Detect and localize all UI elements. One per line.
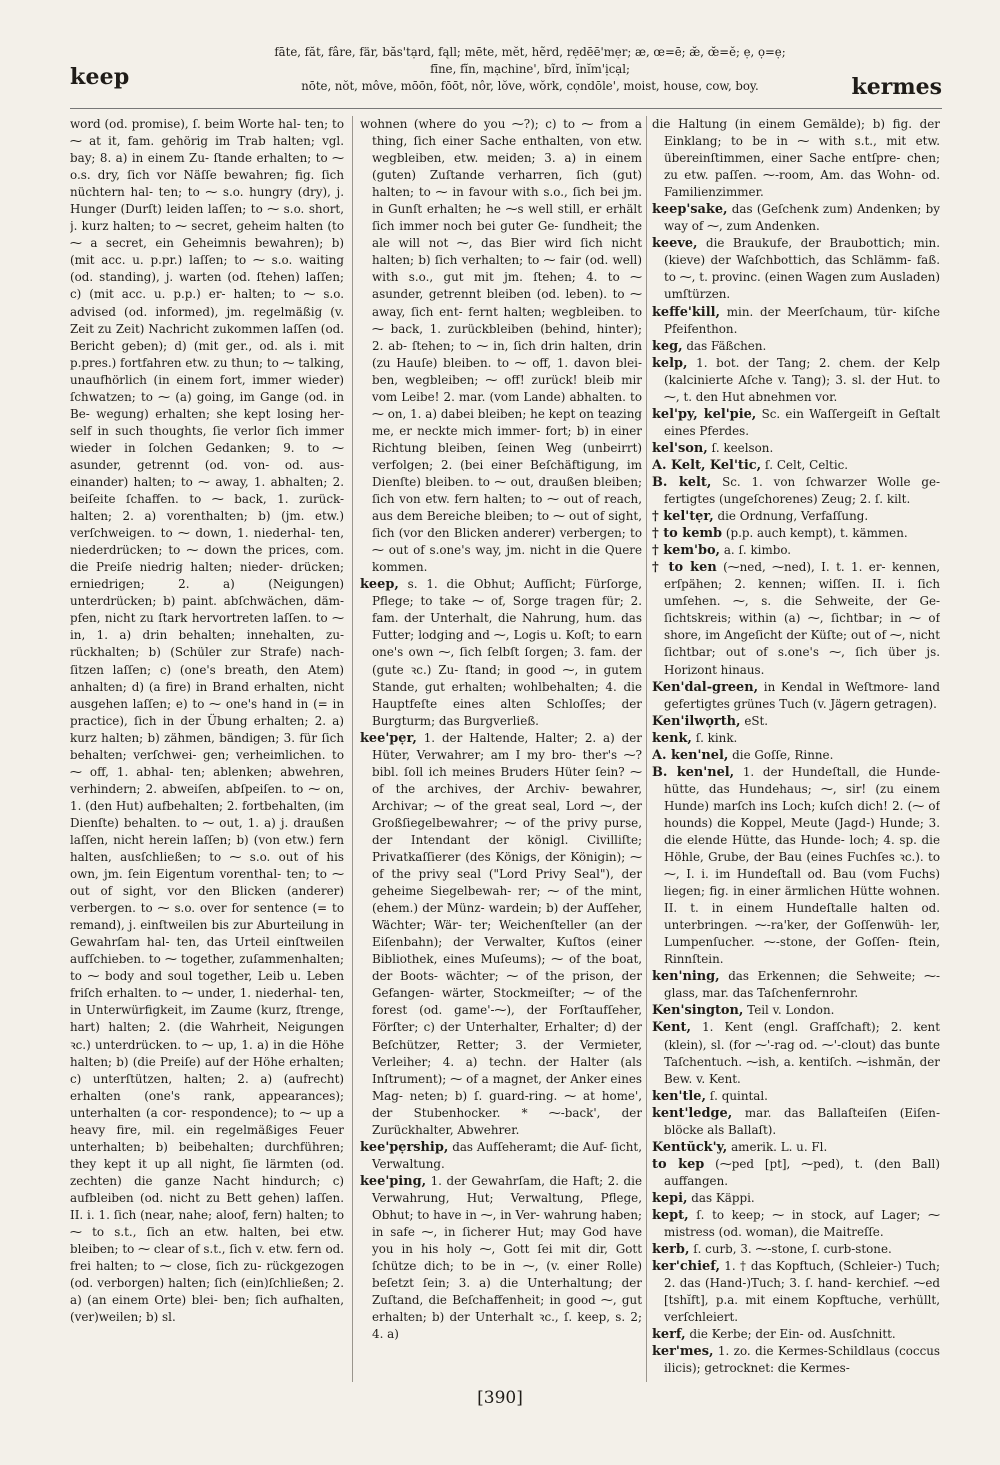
pronunciation-key-line-1: fāte, făt, fâre, fär, băs'tạrd, fąll; mēte, mĕt, hẽrd, rẹdēē'mẹr; æ, œ=ē; æ̆, œ̆=ĕ; ẹ, ọ=ẹ;: [274, 45, 786, 59]
entry-text: ſ. kink.: [691, 730, 738, 745]
entry-text: Teil v. London.: [743, 1003, 835, 1018]
entry-text: (p.p. auch kempt), t. kämmen.: [722, 526, 908, 541]
entry-kenilworth: [652, 713, 940, 730]
entry-text: wohnen (where do you ⁓?); c) to ⁓ from a thing, ſich einer Sache enthalten, von etw. wegbleiben, etw. meiden; 3. a) in einem (guten) Zuſtande verharren, ſich (gut) halten; to ⁓ in favour with s.o., ſich bei jm. in Gunſt erhalten; he ⁓s well still, er erhält ſich immer noch bei guter Ge- ſundheit; the ale will not ⁓, das Bier wird ſich nicht halten; b) ſich verhalten; to ⁓ fair (od. well) with s.o., gut mit jm. ſtehen; 4. to ⁓ asunder, getrennt bleiben (od. leben). to ⁓ away, ſich ent- fernt halten; wegbleiben. to ⁓ back, 1. zurückbleiben (behind, hinter); 2. ab- ſtehen; to ⁓ in, ſich drin halten, drin (zu Hauſe) bleiben. to ⁓ off, 1. davon blei- ben, wegbleiben; ⁓ off! zurück! bleib mir vom Leibe! 2. mar. (vom Lande) abhalten. to ⁓ on, 1. a) dabei bleiben; he kept on teazing me, er neckte mich immer- fort; b) in einer Richtung bleiben, ſeinen Weg (unbeirrt) verfolgen; 2. (bei einer Beſchäftigung, im Dienſte) bleiben. to ⁓ out, draußen bleiben; ſich von etw. fern halten; to ⁓ out of reach, aus dem Bereiche bleiben; to ⁓ out of sight, ſich (vor den Blicken anderer) verbergen; to ⁓ out of s.one's way, jm. nicht in die Quere kommen.: [360, 117, 642, 575]
page-header: [70, 44, 942, 108]
entry-headword: ken'ning,: [652, 969, 720, 985]
entry-headword: A. Kelt, Kel'tic,: [652, 457, 762, 473]
entry-text: ſ. Celt, Celtic.: [761, 457, 849, 472]
entry-headword: Ken'dal-green,: [652, 679, 759, 695]
entry-headword: † to ken: [652, 560, 717, 576]
entry-kendal-green: [652, 679, 940, 713]
entry-keeve: [652, 235, 940, 303]
entry-headword: kerb,: [652, 1242, 690, 1258]
column-3: [652, 116, 940, 1384]
column-divider: [352, 116, 353, 1382]
entry-text: s. 1. die Obhut; Aufſicht; Fürſorge, Pflege; to take ⁓ of, Sorge tragen für; 2. fam. der Unterhalt, die Nahrung, hum. das Futter; lodging and ⁓, Logis u. Koſt; to earn one's own ⁓, ſich ſelbſt ſorgen; 3. fam. der (gute ꝛc.) Zu- ſtand; in good ⁓, in gutem Stande, gut erhalten; wohlbehalten; 4. die Hauptfeſte eines alten Schloſſes; der Burgturm; das Burgverließ.: [372, 577, 642, 728]
entry-keeping: [360, 1173, 642, 1343]
entry-headword: kepi,: [652, 1190, 688, 1206]
entry-kennel-a: [652, 747, 940, 764]
entry-kent: [652, 1019, 940, 1087]
entry-kentledge: [652, 1105, 940, 1139]
guide-word-right: kermes: [851, 74, 942, 100]
entry-headword: kel'son,: [652, 440, 708, 456]
entry-kensington: [652, 1002, 940, 1019]
entry-kelson: [652, 440, 940, 457]
entry-text: 1. † das Kopftuch, (Schleier-) Tuch; 2. das (Hand-)Tuch; 3. ſ. hand- kerchief. ⁓ed [tshĭft], p.a. mit einem Kopftuche, verhüllt, verſchleiert.: [664, 1259, 940, 1325]
entry-text: das (Geſchenk zum) Andenken; by way of ⁓, zum Andenken.: [664, 202, 940, 234]
guide-word-left: keep: [70, 64, 130, 90]
entry-text: Sc. ein Waſſergeiſt in Geſtalt eines Pferdes.: [664, 406, 940, 438]
entry-text: Sc. 1. von ſchwarzer Wolle ge- fertigtes (ungeſchorenes) Zeug; 2. ſ. kilt.: [664, 474, 940, 507]
entry-headword: † to kemb: [652, 526, 723, 542]
entry-kentucky: [652, 1139, 940, 1156]
entry-headword: Kent,: [652, 1020, 691, 1036]
entry-kerf: [652, 1326, 940, 1343]
entry-text: ſ. quintal.: [706, 1088, 768, 1103]
entry-keepsake: [652, 201, 940, 235]
entry-text: die Ordnung, Verfaſſung.: [713, 509, 869, 524]
entry-text: 1. der Hundeſtall, die Hunde- hütte, das Hundehaus; ⁓, sir! (zu einem Hunde) marſch ins Loch; kuſch dich! 2. (⁓ of hounds) die Koppel, Meute (Jagd-) Hunde; 3. die elende Hütte, das Hunde- loch; 4. sp. die Höhle, Grube, der Bau (eines Fuchſes ꝛc.). to ⁓, I. i. im Hundeſtall od. Bau (vom Fuchs) liegen; fig. in einer ärmlichen Hütte wohnen. II. t. in einem Hundeſtalle halten od. unterbringen. ⁓-ra'ker, der Goſſenwüh- ler, Lumpenſucher. ⁓-stone, der Goſſen- ſtein, Rinnſtein.: [664, 764, 940, 967]
entry-headword: Ken'sington,: [652, 1003, 744, 1019]
header-rule: [70, 108, 942, 109]
entry-headword: kee'ping,: [360, 1173, 427, 1189]
entry-kentle: [652, 1088, 940, 1105]
entry-text: (⁓ned, ⁓ned), I. t. 1. er- kennen, erſpähen; 2. kennen; wiſſen. II. i. ſich umſehen. ⁓, s. die Sehweite, der Ge- ſichtskreis; within (a) ⁓, ſichtbar; in ⁓ of shore, im Angeſicht der Küſte; out of ⁓, nicht ſichtbar; out of s.one's ⁓, ſich über js. Horizont hinaus.: [664, 560, 940, 677]
entry-keg: [652, 338, 940, 355]
entry-keep-noun: [360, 576, 642, 729]
entry-kept: [652, 1207, 940, 1241]
entry-text: ſ. keelson.: [707, 440, 774, 455]
entry-text: amerik. L. u. Fl.: [727, 1139, 828, 1154]
entry-text: a. ſ. kimbo.: [720, 543, 792, 558]
entry-headword: ker'mes,: [652, 1344, 714, 1360]
entry-headword: Ken'ilwọrth,: [652, 713, 741, 729]
entry-text: das Fäßchen.: [682, 338, 767, 353]
entry-text: das Aufſeheramt; die Auf- ſicht, Verwaltung.: [372, 1139, 642, 1171]
entry-kermes: [652, 1343, 940, 1377]
entry-continuation: [652, 116, 940, 201]
entry-headword: † kem'bo,: [652, 543, 721, 559]
entry-kembo: [652, 542, 940, 559]
entry-kenning: [652, 968, 940, 1002]
page-number: [390]: [477, 1388, 523, 1408]
entry-headword: kelp,: [652, 355, 688, 371]
entry-headword: keeve,: [652, 236, 698, 252]
entry-kelp: [652, 355, 940, 406]
entry-headword: kee'pẹr,: [360, 730, 417, 746]
entry-headword: † kel'tẹr,: [652, 509, 714, 525]
entry-text: die Goſſe, Rinne.: [728, 747, 834, 762]
entry-headword: keep'sake,: [652, 202, 728, 218]
entry-text: mar. das Ballaſteiſen (Eiſen- blöcke als Ballaſt).: [664, 1105, 940, 1137]
entry-kemb: [652, 525, 940, 542]
column-divider: [646, 116, 647, 1382]
entry-text: 1. der Gewahrſam, die Haft; 2. die Verwahrung, Hut; Verwaltung, Pflege, Obhut; to have in ⁓, in Ver- wahrung haben; in safe ⁓, in ſicherer Hut; may God have you in his holy ⁓, Gott ſei mit dir, Gott ſchütze dich; to be in ⁓, (v. einer Rolle) beſetzt ſein; 3. a) die Unterhaltung; der Zuſtand, die Beſchaffenheit; in good ⁓, gut erhalten; b) der Unterhalt ꝛc., ſ. keep, s. 2; 4. a): [372, 1173, 642, 1342]
entry-text: 1. bot. der Tang; 2. chem. der Kelp (kalcinierte Aſche v. Tang); 3. sl. der Hut. to ⁓, t. den Hut abnehmen vor.: [664, 355, 940, 404]
entry-continuation: [70, 116, 344, 1326]
entry-keffekill: [652, 304, 940, 338]
entry-text: 1. Kent (engl. Grafſchaft); 2. kent (klein), sl. (for ⁓'-rag od. ⁓'-clout) das bunte Taſchentuch. ⁓ish, a. kentiſch. ⁓ishmăn, der Bew. v. Kent.: [664, 1020, 940, 1086]
entry-headword: kee'pẹrship,: [360, 1139, 449, 1155]
entry-text: die Haltung (in einem Gemälde); b) fig. der Einklang; to be in ⁓ with s.t., mit etw. übereinſtimmen, einer Sache entſpre- chen; zu etw. paſſen. ⁓-room, Am. das Wohn- od. Familienzimmer.: [652, 117, 940, 200]
entry-headword: A. ken'nel,: [652, 747, 729, 763]
entry-headword: kerf,: [652, 1327, 686, 1343]
entry-headword: keg,: [652, 338, 683, 354]
entry-text: in Kendal in Weſtmore- land gefertigtes grünes Tuch (v. Jägern getragen).: [664, 679, 940, 711]
entry-continuation: [360, 116, 642, 576]
entry-text: word (od. promise), ſ. beim Worte hal- ten; to ⁓ at it, fam. gehörig im Trab halten; vgl. bay; 8. a) in einem Zu- ſtande erhalten; to ⁓ o.s. dry, ſich vor Näſſe bewahren; fig. ſich nüchtern hal- ten; to ⁓ s.o. hungry (dry), j. Hunger (Durſt) leiden laſſen; to ⁓ s.o. short, j. kurz halten; to ⁓ secret, geheim halten (to ⁓ a secret, ein Geheimnis bewahren); b) (mit acc. u. p.pr.) laſſen; to ⁓ s.o. waiting (od. standing), j. warten (od. ſtehen) laſſen; c) (mit acc. u. p.p.) er- halten; to ⁓ s.o. advised (od. informed), jm. regelmäßig (v. Zeit zu Zeit) Nachricht zukommen laſſen (od. Bericht geben); d) (mit ger., od. als i. mit p.pres.) fortfahren etw. zu thun; to ⁓ talking, unaufhörlich (in einem fort, immer wieder) ſchwatzen; to ⁓ (a) going, im Gange (od. in Be- wegung) erhalten; she kept losing her- self in such thoughts, ſie verlor ſich immer wieder in ſolchen Gedanken; 9. to ⁓ asunder, getrennt (od. von- od. aus- einander) halten; to ⁓ away, 1. abhalten; 2. beiſeite ſchaffen. to ⁓ back, 1. zurück- halten; 2. a) vorenthalten; b) (jm. etw.) verſchweigen. to ⁓ down, 1. niederhal- ten, niederdrücken; to ⁓ down the prices, com. die Preiſe niedrig halten; nieder- drücken; erniedrigen; 2. a) (Neigungen) unterdrücken; b) paint. abſchwächen, däm- pfen, nicht zu ſtark hervortreten laſſen. to ⁓ in, 1. a) drin behalten; innehalten, zu- rückhalten; b) (Schüler zur Strafe) nach- ſitzen laſſen; c) (one's breath, den Atem) anhalten; d) (a fire) in Brand erhalten, nicht ausgehen laſſen; e) to ⁓ one's hand in (= in practice), ſich in der Übung erhalten; 2. a) kurz halten; b) zähmen, bändigen; 3. für ſich behalten; verſchwei- gen; verheimlichen. to ⁓ off, 1. abhal- ten; ablenken; abwehren, verhindern; 2. abweiſen, abſpeiſen. to ⁓ on, 1. (den Hut) aufbehalten; 2. fortbehalten, (im Dienſte) behalten. to ⁓ out, 1. a) j. draußen laſſen, nicht herein laſſen; b) (von etw.) fern halten, ausſchließen; to ⁓ s.o. out of his own, jm. ſein Eigentum vorenthal- ten; to ⁓ out of sight, vor den Blicken (anderer) verbergen. to ⁓ s.o. over for sentence (= to remand), j. einſtweilen bis zur Aburteilung in Gewahrſam hal- ten, das Urteil einſtweilen aufſchieben. to ⁓ together, zuſammenhalten; to ⁓ body and soul together, Leib u. Leben friſch erhalten. to ⁓ under, 1. niederhal- ten, in Unterwürfigkeit, im Zaume (kurz, ſtrenge, hart) halten; 2. (die Wahrheit, Neigungen ꝛc.) unterdrücken. to ⁓ up, 1. a) in die Höhe halten; b) (die Preiſe) auf der Höhe erhalten; c) unterſtützen, halten; 2. a) (aufrecht) erhalten (one's rank, appearances); unterhalten (a cor- respondence); to ⁓ up a heavy fire, mil. ein regelmäßiges Feuer unterhalten; b) beibehalten; durchführen; they kept it up all night, ſie lärmten (od. zechten) die ganze Nacht hindurch; c) aufbleiben (od. nicht zu Bett gehen) laſſen. II. i. 1. ſich (near, nahe; aloof, fern) halten; to ⁓ to s.t., ſich an etw. halten, bei etw. bleiben; to ⁓ clear of s.t., ſich v. etw. fern od. frei halten; to ⁓ close, ſich zu- rückgezogen (od. verborgen) halten; ſich (ein)ſchließen; 2. a) (an einem Orte) blei- ben; ſich aufhalten, (ver)weilen; b) sl.: [70, 117, 344, 1325]
entry-kelt-a: [652, 457, 940, 474]
entry-kep: [652, 1156, 940, 1190]
entry-text: ſ. curb, 3. ⁓-stone, ſ. curb-stone.: [689, 1242, 892, 1257]
entry-headword: keffe'kill,: [652, 304, 720, 320]
column-1: [70, 116, 344, 1384]
entry-headword: ken'tle,: [652, 1088, 706, 1104]
entry-text: 1. der Haltende, Halter; 2. a) der Hüter, Verwahrer; am I my bro- ther's ⁓? bibl. ſoll ich meines Bruders Hüter ſein? ⁓ of the archives, der Archiv- bewahrer, Archivar; ⁓ of the great seal, Lord ⁓, der Großſiegelbewahrer; ⁓ of the privy purse, der Intendant der königl. Civilliſte; Privatkaſſierer (des Königs, der Königin); ⁓ of the privy seal ("Lord Privy Seal"), der geheime Siegelbewah- rer; ⁓ of the mint, (ehem.) der Münz- wardein; b) der Aufſeher, Wächter; Wär- ter; Weichenſteller (an der Eiſenbahn); der Verwalter, Kuſtos (einer Bibliothek, eines Muſeums); ⁓ of the boat, der Boots- wächter; ⁓ of the prison, der Gefangen- wärter, Stockmeiſter; ⁓ of the forest (od. game'-⁓), der Forſtaufſeher, Förſter; c) der Unterhalter, Erhalter; d) der Beſchützer, Retter; 3. der Vermieter, Verleiher; 4. a) techn. der Halter (als Inſtrument); ⁓ of a magnet, der Anker eines Mag- neten; b) ſ. guard-ring. ⁓ at home', der Stubenhocker. * ⁓-back', der Zurückhalter, Abwehrer.: [372, 730, 642, 1137]
entry-text: ſ. to keep; ⁓ in stock, auf Lager; ⁓ mistress (od. woman), die Maitreſſe.: [664, 1208, 940, 1240]
entry-text: das Käppi.: [687, 1190, 755, 1205]
pronunciation-key-line-3: nōte, nŏt, môve, mōōn, fōōt, nôr, lŏve, wŏrk, cọndōle', moist, house, cow, boy.: [301, 79, 759, 93]
entry-headword: to kep: [652, 1156, 705, 1172]
pronunciation-key-line-2: fīne, fĭn, mạchine', bĩrd, ĭnĭm'ịcạl;: [430, 62, 630, 76]
entry-headword: kel'py, kel'pie,: [652, 406, 757, 422]
pronunciation-key: [220, 44, 840, 95]
entry-headword: keep,: [360, 577, 399, 593]
entry-headword: kenk,: [652, 730, 692, 746]
entry-headword: B. ken'nel,: [652, 764, 735, 780]
entry-keepership: [360, 1139, 642, 1173]
entry-text: min. der Meerſchaum, tür- kiſche Pfeifenthon.: [664, 304, 940, 336]
entry-text: das Erkennen; die Sehweite; ⁓-glass, mar. das Taſchenfernrohr.: [664, 969, 940, 1001]
entry-kennel-b: [652, 764, 940, 969]
entry-text: eSt.: [740, 713, 769, 728]
column-2: [360, 116, 642, 1384]
entry-ken: [652, 559, 940, 678]
entry-kerchief: [652, 1258, 940, 1326]
entry-headword: Kentŭck'y,: [652, 1139, 728, 1155]
entry-text: (⁓ped [pt], ⁓ped), t. (den Ball) auffangen.: [664, 1156, 940, 1188]
entry-headword: kept,: [652, 1208, 689, 1223]
entry-kelpy: [652, 406, 940, 440]
entry-text: die Braukufe, der Braubottich; min. (kieve) der Waſchbottich, das Schlämm- faß. to ⁓, t. provinc. (einen Wagen zum Ausladen) umſtürzen.: [664, 236, 940, 302]
entry-text: die Kerbe; der Ein- od. Ausſchnitt.: [685, 1327, 896, 1342]
entry-kepi: [652, 1190, 940, 1207]
entry-headword: kent'ledge,: [652, 1105, 733, 1121]
entry-kenk: [652, 730, 940, 747]
entry-keeper: [360, 730, 642, 1139]
entry-kelt-b: [652, 474, 940, 508]
entry-headword: B. kelt,: [652, 474, 712, 490]
entry-text: 1. zo. die Kermes-Schildlaus (coccus ilicis); getrocknet: die Kermes-: [664, 1344, 940, 1376]
entry-kelter: [652, 508, 940, 525]
entry-kerb: [652, 1241, 940, 1258]
entry-headword: ker'chief,: [652, 1259, 720, 1275]
